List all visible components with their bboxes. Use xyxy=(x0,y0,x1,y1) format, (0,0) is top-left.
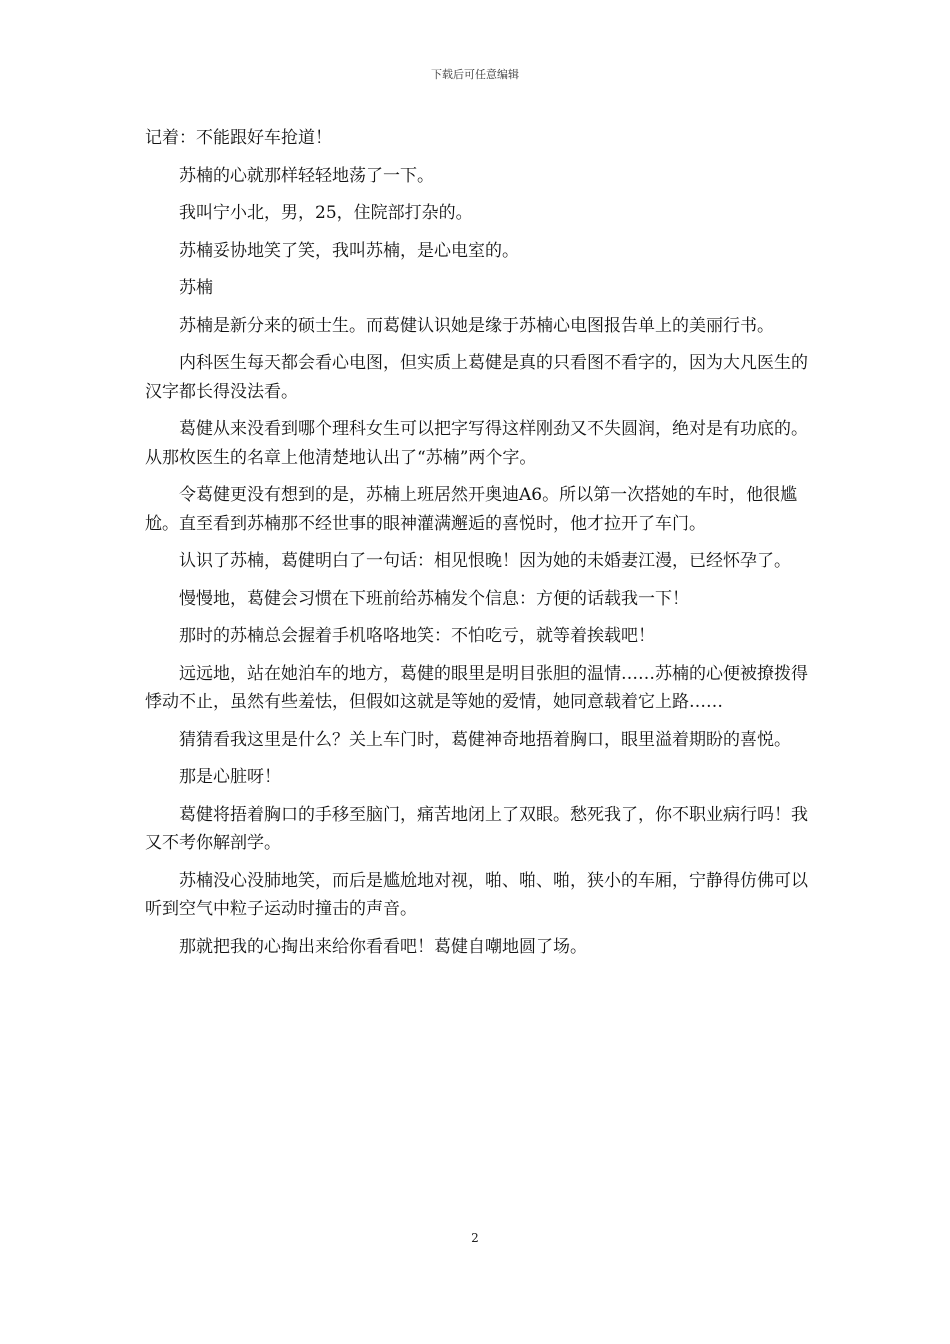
paragraph: 那是心脏呀！ xyxy=(179,767,281,787)
paragraph: 猜猜看我这里是什么？关上车门时，葛健神奇地捂着胸口，眼里溢着期盼的喜悦。 xyxy=(179,729,791,750)
paragraph: 苏楠的心就那样轻轻地荡了一下。 xyxy=(179,165,434,186)
page-header: 下载后可任意编辑 xyxy=(431,68,519,81)
paragraph: 认识了苏楠，葛健明白了一句话：相见恨晚！因为她的未婚妻江漫，已经怀孕了。 xyxy=(179,551,791,571)
paragraph: 我叫宁小北，男，25，住院部打杂的。 xyxy=(179,203,473,223)
paragraph: 葛健将捂着胸口的手移至脑门，痛苦地闭上了双眼。愁死我了，你不职业病行吗！我又不考你解剖学。 xyxy=(145,804,808,853)
paragraph: 葛健从来没看到哪个理科女生可以把字写得这样刚劲又不失圆润，绝对是有功底的。从那枚医生的名章上他清楚地认出了“苏楠”两个字。 xyxy=(145,419,808,468)
paragraph: 苏楠 xyxy=(179,278,213,298)
paragraph: 苏楠妥协地笑了笑，我叫苏楠，是心电室的。 xyxy=(179,240,519,261)
paragraph: 苏楠没心没肺地笑，而后是尴尬地对视，啪、啪、啪，狭小的车厢，宁静得仿佛可以听到空气中粒子运动时撞击的声音。 xyxy=(145,870,808,919)
paragraph: 慢慢地，葛健会习惯在下班前给苏楠发个信息：方便的话载我一下！ xyxy=(179,588,689,609)
paragraph: 记着：不能跟好车抢道！ xyxy=(145,128,332,148)
paragraph: 那就把我的心掏出来给你看看吧！葛健自嘲地圆了场。 xyxy=(179,936,587,957)
page-number: 2 xyxy=(471,1231,479,1245)
paragraph: 远远地，站在她泊车的地方，葛健的眼里是明目张胆的温情……苏楠的心便被撩拨得悸动不止，虽然有些羞怯，但假如这就是等她的爱情，她同意载着它上路…… xyxy=(145,663,808,712)
paragraph: 内科医生每天都会看心电图，但实质上葛健是真的只看图不看字的，因为大凡医生的汉字都长得没法看。 xyxy=(145,353,808,402)
paragraph: 那时的苏楠总会握着手机咯咯地笑：不怕吃亏，就等着挨载吧！ xyxy=(179,626,655,646)
document-body xyxy=(145,124,813,970)
paragraph: 苏楠是新分来的硕士生。而葛健认识她是缘于苏楠心电图报告单上的美丽行书。 xyxy=(179,315,774,336)
paragraph: 令葛健更没有想到的是，苏楠上班居然开奥迪A6。所以第一次搭她的车时，他很尴尬。直至看到苏楠那不经世事的眼神灌满邂逅的喜悦时，他才拉开了车门。 xyxy=(145,485,798,534)
